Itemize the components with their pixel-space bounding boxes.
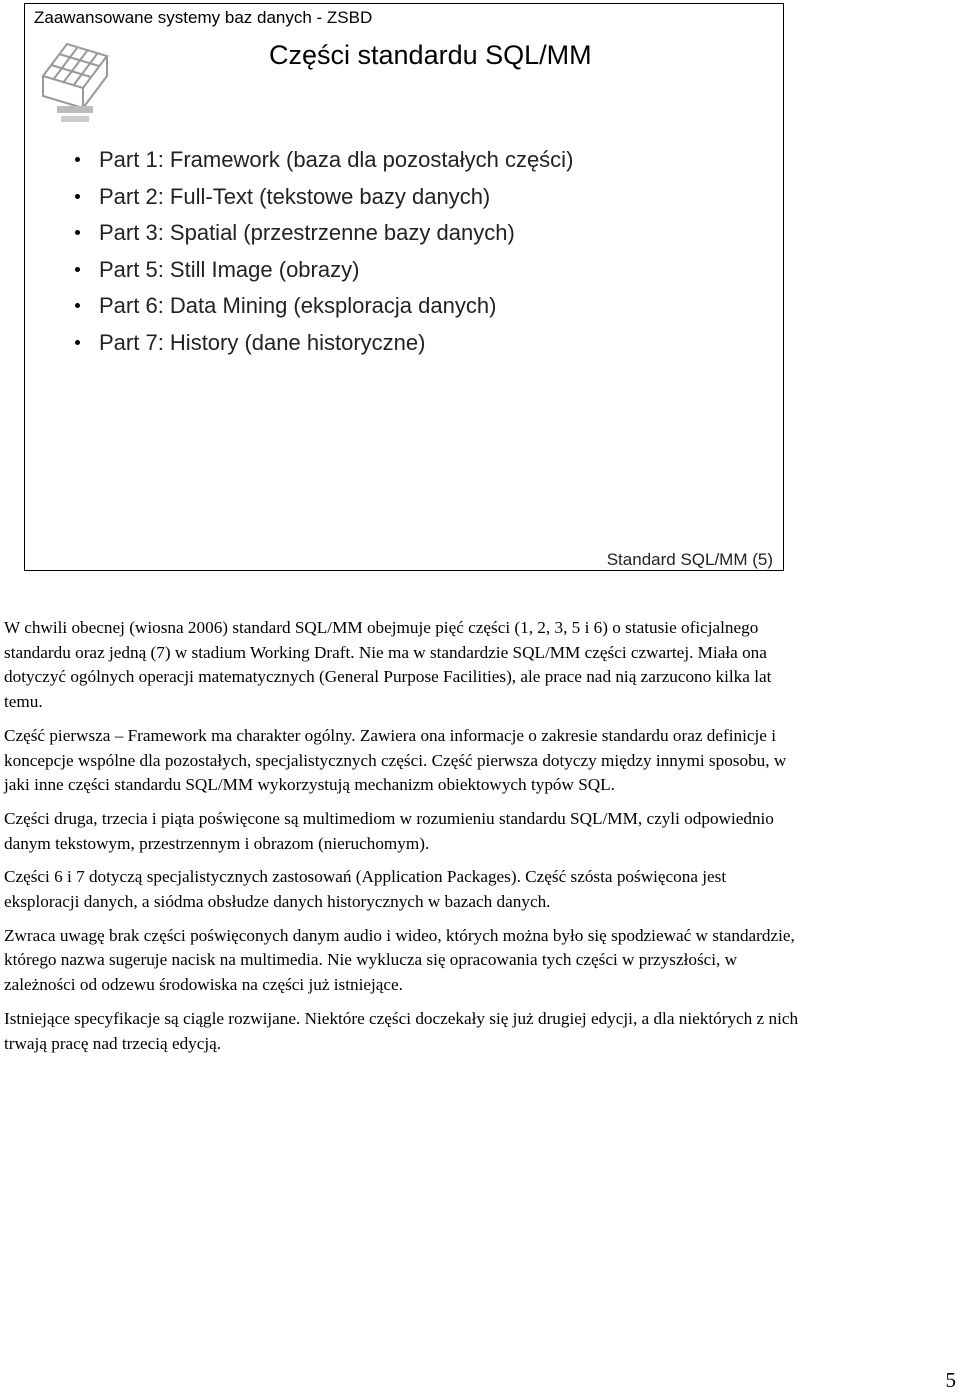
bullet-item [71,215,573,252]
bullet-item [71,252,573,289]
notes-paragraph: Istniejące specyfikacje są ciągle rozwijane. Niektóre części doczekały się już drugiej edycji, a dla niektórych z nich trwają pracę nad trzecią edycją. [4,1008,799,1053]
notes-paragraph: Część pierwsza – Framework ma charakter ogólny. Zawiera ona informacje o zakresie standardu oraz definicje i koncepcje wspólne dla pozostałych, specjalistycznych części. Część pierwsza dotyczy między innymi sposobu, w jaki inne części standardu SQL/MM wykorzystują mechanizm obiektowych typów SQL. [4,725,787,795]
notes-paragraph: Części druga, trzecia i piąta poświęcone są multimediom w rozumieniu standardu SQL/MM, czyli odpowiednio danym tekstowym, przestrzennym i obrazom (nieruchomym). [4,808,774,853]
notes-paragraph: Zwraca uwagę brak części poświęconych danym audio i wideo, których można było się spodziewać w standardzie, którego nazwa sugeruje nacisk na multimedia. Nie wyklucza się opracowania tych części w przyszłości, w zależności od odzewu środowiska na części już istniejące. [4,925,795,995]
bullet-icon [75,194,80,199]
notes-paragraph: Części 6 i 7 dotyczą specjalistycznych zastosowań (Application Packages). Część szósta poświęcona jest eksploracji danych, a siódma obsłudze danych historycznych w bazach danych. [4,867,727,912]
course-title: Zaawansowane systemy baz danych - ZSBD [34,8,373,27]
bullet-text: Part 7: History (dane historyczne) [99,329,426,355]
bullet-icon [75,267,80,272]
bullet-item [71,288,573,325]
page-number: 5 [945,1368,956,1392]
bullet-text: Part 1: Framework (baza dla pozostałych części) [99,147,574,172]
lecture-notes [4,616,804,1065]
bullet-text: Part 3: Spatial (przestrzenne bazy danych) [99,220,515,245]
slide-frame [24,3,784,571]
bullet-text: Part 6: Data Mining (eksploracja danych) [99,293,497,318]
bullet-icon [75,157,80,162]
bullet-icon [75,303,80,308]
bullet-icon [75,340,80,345]
bullet-icon [75,230,80,235]
bullet-text: Part 2: Full-Text (tekstowe bazy danych) [99,183,491,209]
notes-paragraph: W chwili obecnej (wiosna 2006) standard SQL/MM obejmuje pięć części (1, 2, 3, 5 i 6) o statusie oficjalnego standardu oraz jedną (7) w stadium Working Draft. Nie ma w standardzie SQL/MM części czwartej. Miała ona dotyczyć ogólnych operacji matematycznych (General Purpose Facilities), ale prace nad nią zarzucono kilka lat temu. [4,618,772,712]
university-logo-icon [37,36,113,126]
bullet-item [71,142,573,179]
slide-title: Części standardu SQL/MM [269,40,592,70]
bullet-item [71,179,573,216]
slide-footer: Standard SQL/MM (5) [606,550,773,569]
bullet-list [71,142,573,361]
bullet-text: Part 5: Still Image (obrazy) [99,256,360,282]
bullet-item [71,325,573,362]
